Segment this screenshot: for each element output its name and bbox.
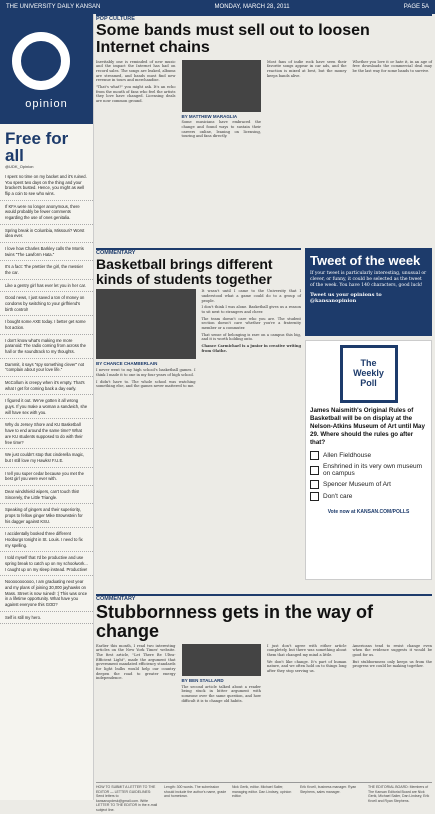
tweet-of-week-box [305, 248, 432, 336]
article-body [96, 60, 432, 142]
article-paragraph: I never went to my high school's basketball games. I think I made it to one in my four years of high school. [96, 368, 196, 377]
free-for-all-item: Like a gentry girl has ever let you in her car. [0, 280, 93, 293]
free-for-all-item: I told myself that I'd be productive and use spring break to catch up on my schoolwork... I caught up on my sleep instead. Productive! [0, 552, 93, 576]
free-for-all-item: I don't know what's making me more paranoid: The radio coming from across the hall or the soundtrack to my thoughts. [0, 335, 93, 359]
article-paragraph: It wasn't until I came to the University that I understood what a game could do to a group of people. [201, 289, 301, 303]
article-kicker: POP CULTURE [96, 16, 135, 22]
free-for-all-item: I spent no time on my backet and it's ruined. You spent two days on the thing and your bracket's busted. Hence, you might as well flip a coin to see who wins. [0, 171, 93, 201]
author-photo [182, 60, 262, 112]
article-paragraph: I didn't have to. The whole school was watching something else, and the games never mattered to me. [96, 379, 196, 389]
footer-info [96, 782, 432, 814]
poll-logo-poll: Poll [360, 377, 377, 388]
article-paragraph: Earlier this month, I read two interesting articles on the New York Times' website. The first article, "Let There Be Ultra-Efficient Light", made the argument that government mandated efficiency standards for light bulbs would help our country deepen the road to greater energy independence. [96, 643, 176, 681]
free-for-all-list [0, 171, 93, 624]
article-paragraph: That sense of belonging is rare on a campus this big, and it is worth holding onto. [201, 332, 301, 342]
author-caption: Chance Carmichael is a junior in creative writing from Olathe. [201, 344, 301, 353]
footer-box: Nick Gerik, editor. Michael Salier, managing editor. Dan Lindsey, opinion editor. [232, 785, 292, 799]
poll-option[interactable] [310, 480, 427, 489]
footer-box: HOW TO SUBMIT A LETTER TO THE EDITOR — LETTER GUIDELINES: Send letters to kansanopdesk@gmail.com. Write LETTER TO THE EDITOR in the e-mail subject line. [96, 785, 158, 812]
poll-option-label: Spencer Museum of Art [323, 481, 391, 489]
article-column-4 [353, 60, 433, 142]
article-paragraph: The second article talked about a reader being stuck in bitter argument with someone over the same question, and how difficult it is to change old habits. [181, 684, 261, 703]
article-column-1 [96, 60, 176, 142]
opinion-sidebar [0, 14, 94, 800]
author-photo [182, 644, 262, 676]
author-photo [96, 289, 196, 359]
article-paragraph: I don't think I was alone. Basketball gives us a reason to sit next to strangers and cheer. [201, 305, 301, 315]
article-column-2 [182, 644, 262, 706]
free-for-all-item: Why do Jersey Shore and KU Basketball have to end around the same time? What are KU students supposed to do with their free time? [0, 419, 93, 449]
checkbox-icon[interactable] [310, 451, 319, 460]
opinion-o-icon [12, 32, 70, 90]
opinion-logo [0, 14, 93, 124]
article-kicker: COMMENTARY [96, 596, 136, 602]
footer-box: Length: 300 words. The submission should include the author's name, grade and hometown. [164, 785, 227, 799]
free-for-all-item: If KFA were no longer anonymous, there would probably be fewer comments regarding the use of ones genitalia. [0, 201, 93, 225]
free-for-all-item: I bought some AXE today. I better get some hot action. [0, 316, 93, 334]
article-paragraph: We don't like change. It's part of human nature, and we often hold on to things long after they stop serving us. [267, 659, 347, 674]
article-byline: BY BEN STALLARD [181, 677, 224, 683]
tweet-cta: Tweet us your opinions to @kansanopinion [310, 291, 382, 305]
article-paragraph: But stubbornness only keeps us from the progress we could be making together. [352, 659, 432, 669]
checkbox-icon[interactable] [310, 492, 319, 501]
masthead-bar [0, 0, 435, 14]
poll-option[interactable] [310, 463, 427, 477]
free-for-all-item: It's a fact: The prettier the girl, the messier the car. [0, 261, 93, 279]
article-stubbornness [96, 594, 432, 774]
article-column-2 [182, 60, 262, 142]
free-for-all-title: Free for all [5, 129, 69, 165]
poll-vote-link[interactable]: Vote now at KANSAN.COM/POLLS [327, 509, 410, 516]
article-internet-chains [96, 14, 432, 244]
free-for-all-item: Dear windshield wipers, can't touch this! Sincerely, the Little Triangle. [0, 486, 93, 504]
main-content [96, 14, 432, 812]
article-column-4 [353, 644, 433, 706]
article-paragraph: I just don't agree with either article completely, but there was something about them that changed my mind a little. [267, 643, 347, 658]
free-for-all-item: Speaking of gingers and their superiority, props to fellow ginger Mike Brownstein for his dagger against KSU. [0, 504, 93, 528]
free-for-all-item: We just couldn't stop that cinderella magic, but I still love my Hawks! F.U.E. [0, 449, 93, 467]
article-column-3 [267, 644, 347, 706]
article-paragraph: Some musicians have embraced the change and found ways to sustain their careers online, leaning on licensing, touring and fans directly. [181, 120, 261, 139]
article-paragraph: Americans tend to resist change even when the evidence suggests it would be good for us. [352, 643, 432, 658]
article-paragraph: The team doesn't care who you are. The student section doesn't care whether you're a fraternity member or a commuter. [201, 316, 301, 331]
article-basketball [96, 248, 301, 586]
article-headline: Basketball brings different kinds of students together [96, 256, 273, 287]
article-headline: Stubbornness gets in the way of change [96, 602, 374, 641]
article-paragraph: Whether you love it or hate it, in an age of free downloads the commercial deal may be the last way for some bands to survive. [352, 59, 432, 73]
weekly-poll [305, 340, 432, 580]
weekly-poll-logo [340, 345, 398, 403]
tweet-of-week-title: Tweet of the week [310, 253, 421, 268]
paper-name: THE UNIVERSITY DAILY KANSAN [6, 4, 101, 10]
article-column-1 [96, 644, 176, 706]
free-for-all-item: McCollum is creepy when it's empty. That's what I get for coming back a day early. [0, 377, 93, 395]
article-paragraph: Inevitably one is reminded of new music and the impact the Internet has had on record sales. The songs are leaked, albums are streamed, and bands must find new revenue in tours and merchandise. [96, 59, 176, 83]
free-for-all-item: Good news, I just saved a ton of money on condoms by switching to your girlfriend's birth control! [0, 292, 93, 316]
poll-question: James Naismith's Original Rules of Basketball will be on display at the Nelson-Atkins Museum of Art until May 29. Where should the rules go after that? [310, 407, 425, 447]
poll-option-label: Enshrined in its very own museum on campus [323, 463, 422, 478]
article-byline: BY CHANCE CHAMBERLAIN [96, 361, 158, 367]
free-for-all-item: I tell you super cedar because you met the best girl you were ever with. [0, 468, 93, 486]
issue-date: MONDAY, MARCH 28, 2011 [214, 4, 290, 10]
poll-option-label: Don't care [323, 493, 353, 501]
poll-option-label: Allen Fieldhouse [323, 452, 372, 460]
article-column-2 [202, 289, 302, 391]
free-for-all-item: Self is still my hero. [0, 612, 93, 625]
footer-box: THE EDITORIAL BOARD: Members of The Kansan Editorial Board are Nick Gerik, Michael Salier, Dan Lindsey, Erik Krcell and Ryan Stephens. [368, 785, 430, 803]
article-column-1 [96, 289, 196, 391]
poll-option[interactable] [310, 492, 427, 501]
free-for-all-item: Nooooooooooo, I am graduating next year and my plans of joining 30,000 jayhawks on Mass. Street is now ruined! :( This was once in a lifetime opportunity. What have you against everyone this GOD? [0, 576, 93, 611]
article-headline: Some bands must sell out to loosen Internet chains [96, 22, 370, 56]
poll-option[interactable] [310, 451, 427, 460]
article-body [96, 289, 301, 391]
poll-logo-the: The [360, 358, 377, 369]
article-column-3 [267, 60, 347, 142]
free-for-all-item: I love how Charles Barkley calls the Morris twins "The Lawform Hata." [0, 243, 93, 261]
free-for-all-item: I figured it out. We've gotten it all wrong guys. If you make a woman a sandwich, she will have sex with you. [0, 395, 93, 419]
article-body [96, 644, 432, 706]
article-byline: BY MATTHEW MARAGLIA [181, 113, 238, 119]
article-paragraph: Most fans of indie rock have seen their favorite songs appear in car ads, and the reaction is mixed at best, but the money keeps bands alive. [267, 59, 347, 78]
checkbox-icon[interactable] [310, 480, 319, 489]
section-label: opinion [25, 98, 68, 110]
right-rail [305, 248, 432, 586]
free-for-all-item: I accidentally booked three different Hooburgs tonight in St. Louis. I need to fix my spelling. [0, 528, 93, 552]
page-number: PAGE 5A [403, 4, 429, 10]
checkbox-icon[interactable] [310, 466, 319, 475]
twitter-handle: @UDK_Opinion [5, 164, 34, 169]
free-for-all-item: Dammit, it says "spy something clever" not "complain about your love life." [0, 359, 93, 377]
tweet-of-week-body: If your tweet is particularly interesting, unusual or clever, or funny, it could be selected as the tweet of the week. You have 140 characters, good luck! [310, 271, 427, 288]
poll-logo-weekly: Weekly [353, 368, 384, 379]
free-for-all-header [0, 124, 93, 171]
free-for-all-item: Spring break in Columbia, Missouri? Worst idea ever. [0, 225, 93, 243]
footer-box: Erik Krcell, business manager. Ryan Stephens, sales manager. [300, 785, 357, 794]
article-kicker: COMMENTARY [96, 250, 136, 256]
article-paragraph: "That's what?" you might ask. It's an echo from the mouth of fans who feel the artists they love have changed. Licensing deals are now common ground. [96, 84, 176, 103]
